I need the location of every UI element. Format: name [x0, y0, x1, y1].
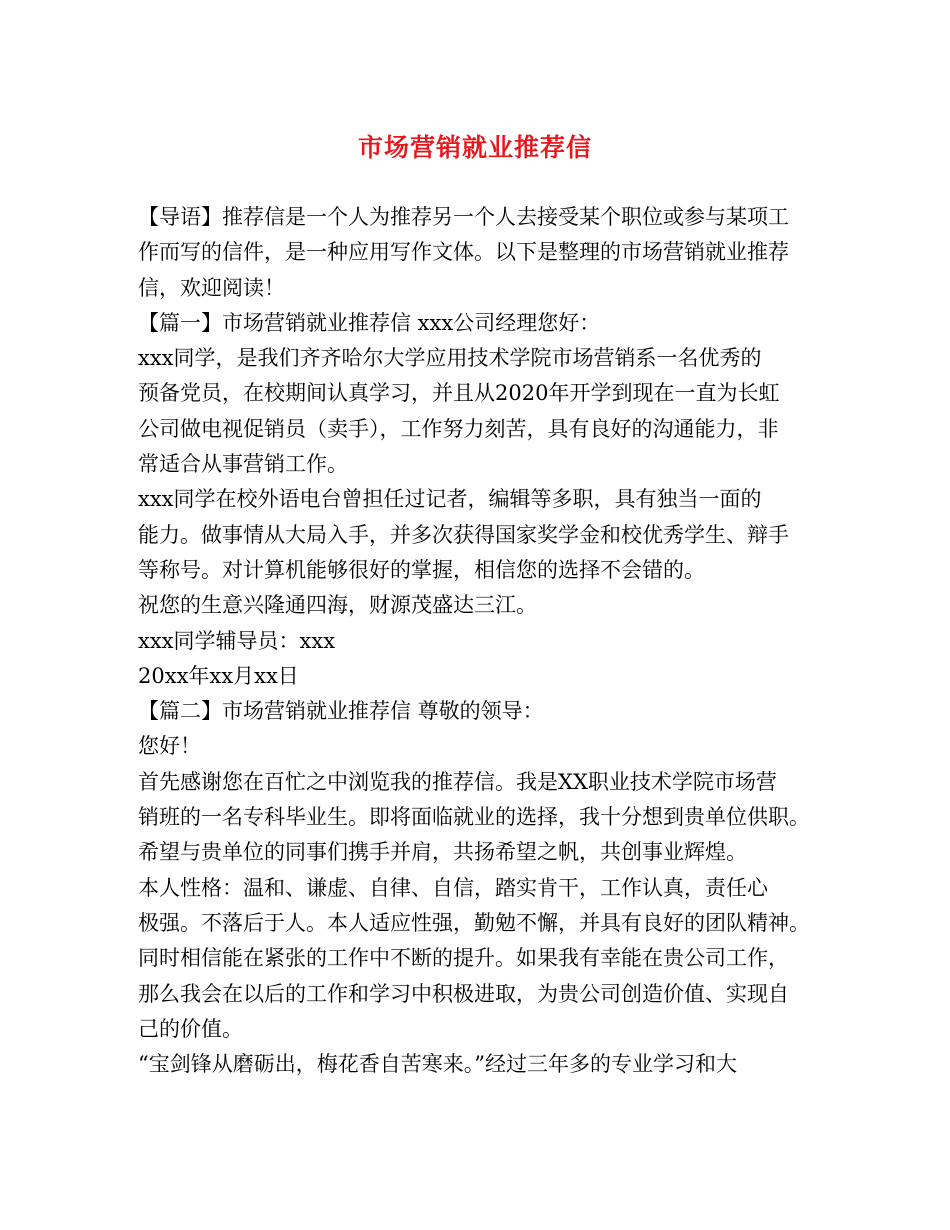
text-line: 20xx年xx月xx日 — [138, 663, 299, 688]
text-line: 常适合从事营销工作。 — [138, 452, 348, 477]
text-line: 【导语】推荐信是一个人为推荐另一个人去接受某个职位或参与某项工 — [138, 205, 789, 229]
text-line: 极强。不落后于人。本人适应性强，勤勉不懈，并具有良好的团队精神。 — [138, 910, 810, 935]
text-line: 预备党员，在校期间认真学习，并且从2020年开学到现在一直为长虹 — [138, 381, 780, 406]
text-line: 己的价值。 — [138, 1016, 243, 1041]
text-line: 公司做电视促销员（卖手），工作努力刻苦，具有良好的沟通能力，非 — [138, 416, 779, 441]
text-line: 祝您的生意兴隆通四海，财源茂盛达三江。 — [138, 593, 537, 618]
document-body — [138, 200, 838, 1082]
text-line: 本人性格：温和、谦虚、自律、自信，踏实肯干，工作认真，责任心 — [138, 875, 768, 900]
text-line: 那么我会在以后的工作和学习中积极进取，为贵公司创造价值、实现自 — [138, 981, 789, 1006]
text-line: xxx同学在校外语电台曾担任过记者，编辑等多职，具有独当一面的 — [138, 487, 762, 512]
text-line: 您好！ — [138, 734, 201, 759]
text-line: 同时相信能在紧张的工作中不断的提升。如果我有幸能在贵公司工作， — [138, 946, 789, 971]
text-line: 希望与贵单位的同事们携手并肩，共扬希望之帆，共创事业辉煌。 — [138, 840, 747, 865]
text-line: 作而写的信件，是一种应用写作文体。以下是整理的市场营销就业推荐 — [138, 240, 789, 265]
text-line: 能力。做事情从大局入手，并多次获得国家奖学金和校优秀学生、辩手 — [138, 522, 789, 547]
text-line: 【篇二】市场营销就业推荐信 尊敬的领导： — [138, 699, 544, 724]
text-line: 信，欢迎阅读！ — [138, 275, 285, 300]
text-line: 等称号。对计算机能够很好的掌握，相信您的选择不会错的。 — [138, 557, 705, 582]
text-line: “宝剑锋从磨砺出，梅花香自苦寒来。”经过三年多的专业学习和大 — [138, 1052, 737, 1077]
text-line: 首先感谢您在百忙之中浏览我的推荐信。我是XX职业技术学院市场营 — [138, 769, 777, 794]
document-title: 市场营销就业推荐信 — [357, 133, 592, 162]
text-line: 【篇一】市场营销就业推荐信 xxx公司经理您好： — [138, 310, 601, 335]
text-line: xxx同学，是我们齐齐哈尔大学应用技术学院市场营销系一名优秀的 — [138, 346, 762, 371]
text-line: xxx同学辅导员：xxx — [138, 628, 336, 653]
text-line: 销班的一名专科毕业生。即将面临就业的选择，我十分想到贵单位供职。 — [138, 805, 810, 830]
